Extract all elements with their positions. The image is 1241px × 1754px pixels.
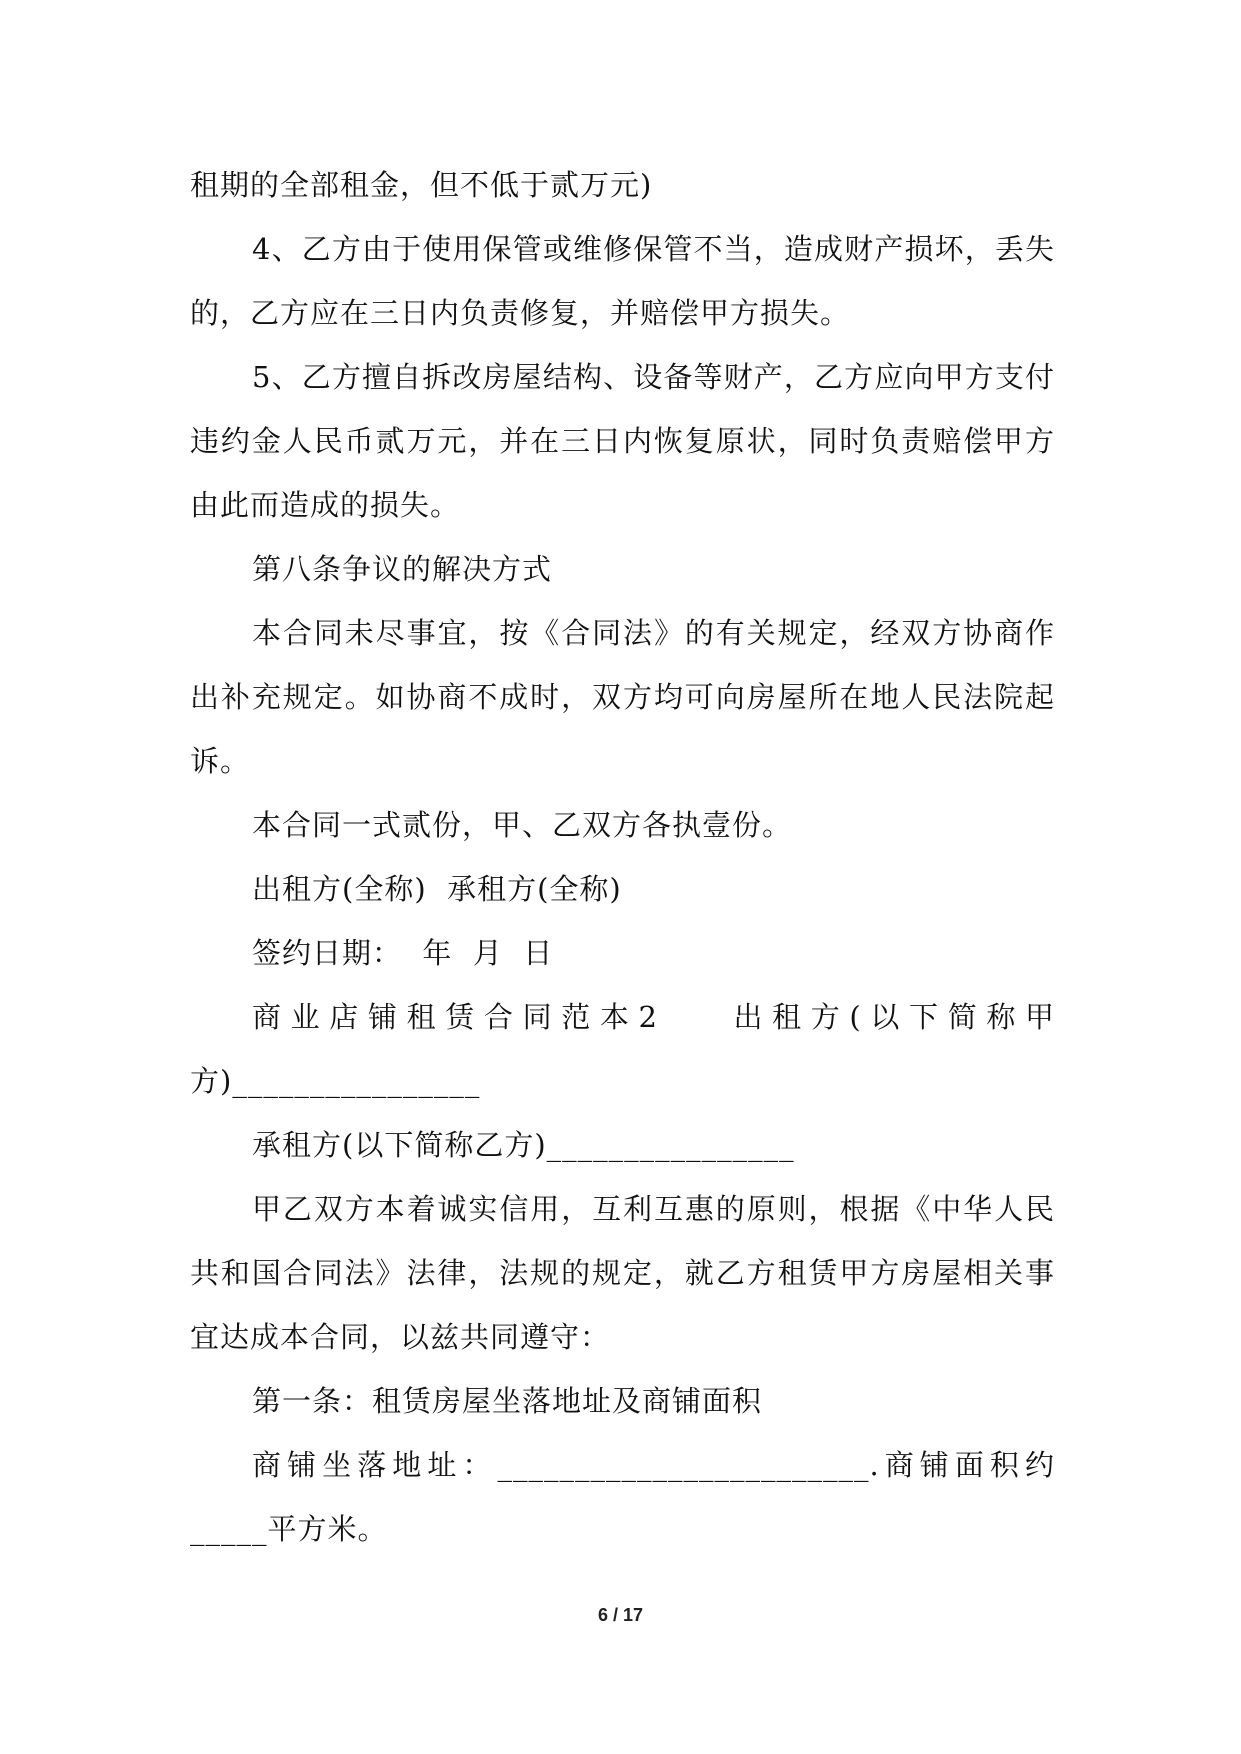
paragraph-sign-date: 签约日期： 年 月 日 [252,936,554,970]
section-heading-article-1: 第一条：租赁房屋坐落地址及商铺面积 [252,1384,763,1418]
paragraph-copies: 本合同一式贰份，甲、乙双方各执壹份。 [252,808,793,842]
document-body [190,153,1055,1561]
section-heading-article-8: 第八条争议的解决方式 [252,552,553,586]
paragraph-clause-4: 4、乙方由于使用保管或维修保管不当，造成财产损坏，丢失的，乙方应在三日内负责修复，并赔偿甲方损失。 [190,232,1055,330]
paragraph-shop-address: 商铺坐落地址：________________________.商铺面积约_____平方米。 [190,1448,1055,1546]
paragraph-parties: 出租方(全称) 承租方(全称) [252,872,622,906]
page-number: 6 / 17 [597,1605,644,1625]
paragraph-lessee: 承租方(以下简称乙方)________________ [252,1128,795,1162]
paragraph-principles: 甲乙双方本着诚实信用，互利互惠的原则，根据《中华人民共和国合同法》法律，法规的规定，就乙方租赁甲方房屋相关事宜达成本合同，以兹共同遵守： [190,1192,1055,1354]
paragraph-rent-continuation: 租期的全部租金，但不低于贰万元) [190,168,653,202]
paragraph-template-2-lessor: 商业店铺租赁合同范本2 出租方(以下简称甲方)________________ [190,1000,1055,1098]
paragraph-clause-5: 5、乙方擅自拆改房屋结构、设备等财产，乙方应向甲方支付违约金人民币贰万元，并在三日内恢复原状，同时负责赔偿甲方由此而造成的损失。 [190,360,1055,522]
paragraph-dispute-resolution: 本合同未尽事宜，按《合同法》的有关规定，经双方协商作出补充规定。如协商不成时，双方均可向房屋所在地人民法院起诉。 [190,616,1055,778]
